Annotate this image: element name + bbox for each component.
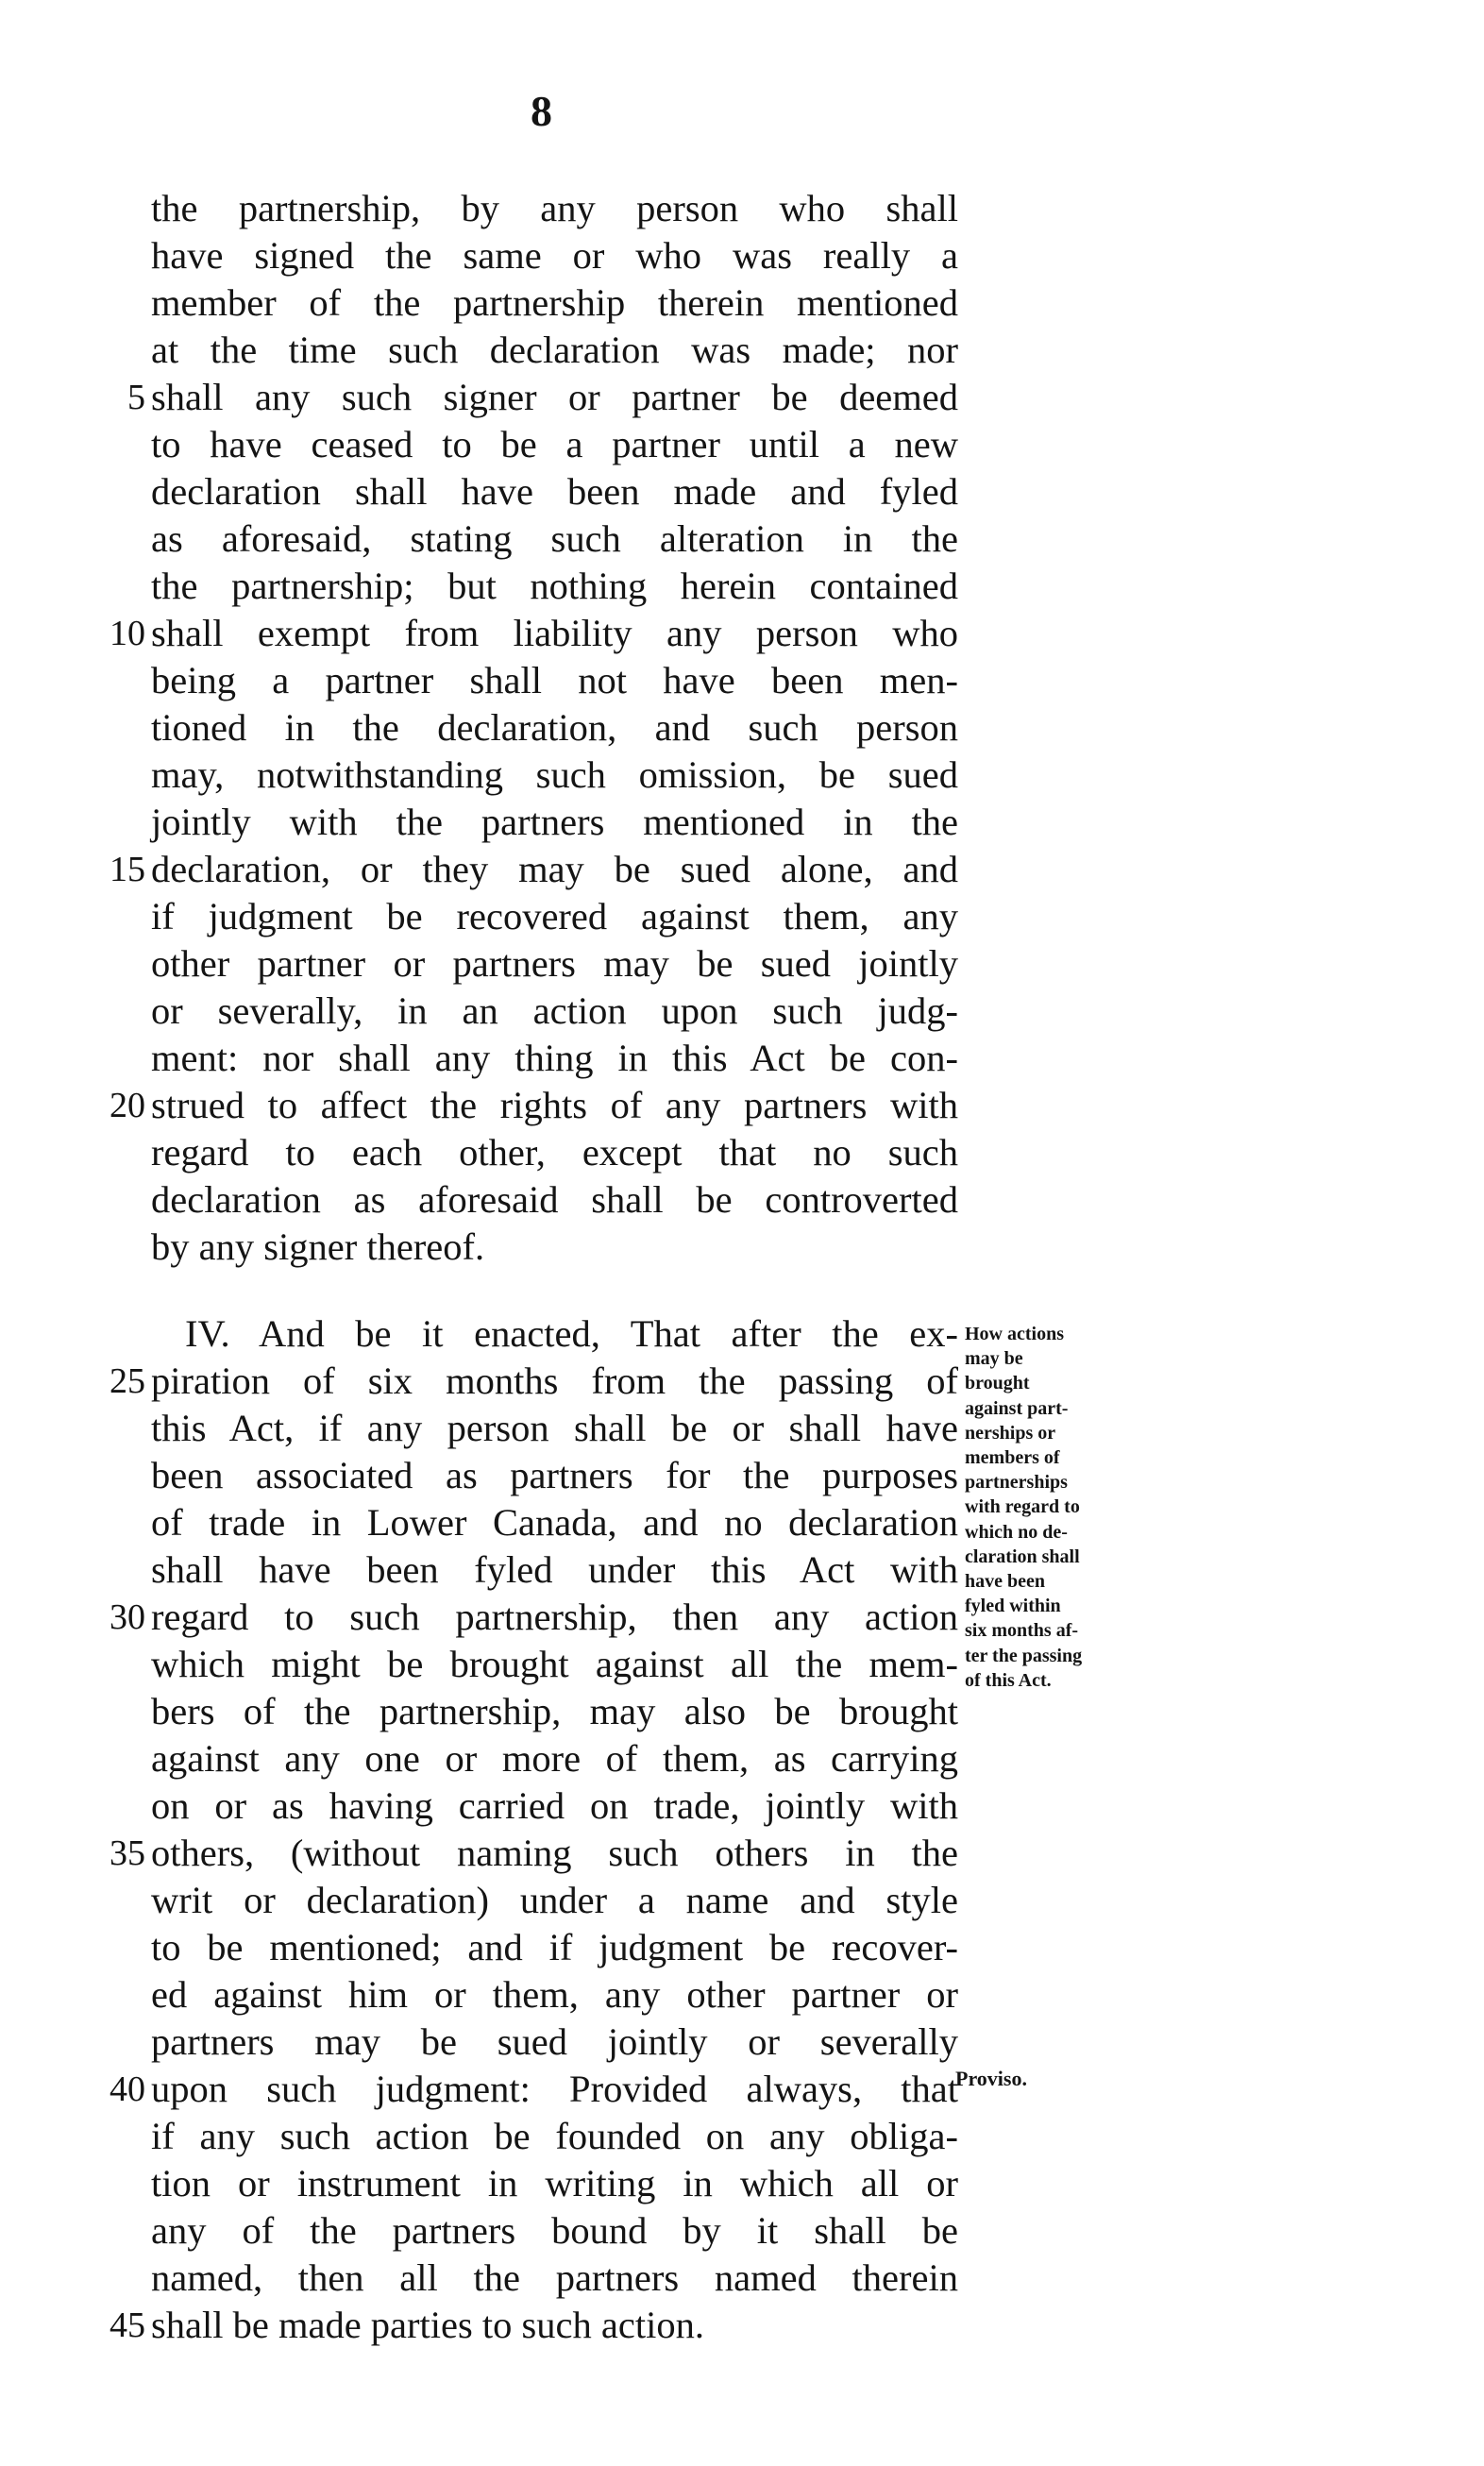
text-line: ed against him or them, any other partner or: [151, 1973, 958, 2016]
marginal-note-line: six months af-: [965, 1620, 1079, 1642]
text-line: shall any such signer or partner be deemed: [151, 376, 958, 418]
text-line: declaration shall have been made and fyled: [151, 470, 958, 513]
text-line: declaration as aforesaid shall be controverted: [151, 1178, 958, 1221]
marginal-note-line: with regard to: [965, 1496, 1080, 1518]
text-line: this Act, if any person shall be or shall have: [151, 1407, 958, 1449]
line-number: 20: [110, 1086, 145, 1125]
marginal-note-line: members of: [965, 1447, 1060, 1469]
line-number: 15: [110, 850, 145, 889]
text-line: at the time such declaration was made; nor: [151, 329, 958, 371]
line-number: 45: [110, 2306, 145, 2345]
text-line: other partner or partners may be sued jointly: [151, 942, 958, 985]
text-line: or severally, in an action upon such judg-: [151, 989, 958, 1032]
text-line: others, (without naming such others in the: [151, 1832, 958, 1874]
line-number: 10: [110, 614, 145, 653]
text-line: piration of six months from the passing of: [151, 1360, 958, 1402]
text-line: shall exempt from liability any person who: [151, 612, 958, 654]
text-line: the partnership, by any person who shall: [151, 187, 958, 229]
marginal-note: [965, 1322, 1163, 1693]
text-line: member of the partnership therein mentioned: [151, 281, 958, 324]
text-line: upon such judgment: Provided always, that: [151, 2068, 958, 2110]
text-line: on or as having carried on trade, jointly with: [151, 1784, 958, 1827]
text-line: may, notwithstanding such omission, be sued: [151, 753, 958, 796]
text-line: against any one or more of them, as carrying: [151, 1737, 958, 1780]
text-line: to have ceased to be a partner until a new: [151, 423, 958, 465]
text-line: regard to each other, except that no such: [151, 1131, 958, 1174]
text-line: partners may be sued jointly or severally: [151, 2020, 958, 2063]
proviso-note: Proviso.: [955, 2067, 1027, 2090]
text-line: to be mentioned; and if judgment be recover-: [151, 1926, 958, 1968]
page-number: 8: [531, 87, 552, 135]
text-line: shall have been fyled under this Act with: [151, 1548, 958, 1591]
marginal-note-line: have been: [965, 1571, 1045, 1593]
line-number: 25: [110, 1361, 145, 1401]
text-line: bers of the partnership, may also be brought: [151, 1690, 958, 1732]
marginal-note-line: fyled within: [965, 1596, 1061, 1617]
line-number: 35: [110, 1833, 145, 1873]
line-number: 40: [110, 2069, 145, 2109]
text-line: tioned in the declaration, and such person: [151, 706, 958, 749]
marginal-note-line: against part-: [965, 1397, 1069, 1419]
text-line: by any signer thereof.: [151, 1225, 485, 1268]
text-line: regard to such partnership, then any action: [151, 1596, 958, 1638]
text-line: tion or instrument in writing in which all or: [151, 2162, 958, 2204]
text-line: been associated as partners for the purposes: [151, 1454, 958, 1496]
text-line: jointly with the partners mentioned in the: [151, 801, 958, 843]
line-number: 5: [127, 378, 145, 417]
text-line: if judgment be recovered against them, any: [151, 895, 958, 937]
marginal-note-line: may be: [965, 1348, 1023, 1370]
text-line: writ or declaration) under a name and style: [151, 1879, 958, 1921]
text-line: the partnership; but nothing herein contained: [151, 565, 958, 607]
marginal-note-line: of this Act.: [965, 1669, 1052, 1691]
text-line: as aforesaid, stating such alteration in the: [151, 517, 958, 560]
section-heading-line: IV. And be it enacted, That after the ex-: [185, 1312, 958, 1355]
marginal-note-line: brought: [965, 1373, 1030, 1394]
text-line: declaration, or they may be sued alone, and: [151, 848, 958, 890]
marginal-note-line: How actions: [965, 1324, 1064, 1344]
marginal-note-line: ter the passing: [965, 1645, 1083, 1666]
text-line: have signed the same or who was really a: [151, 234, 958, 277]
text-line: if any such action be founded on any obliga-: [151, 2115, 958, 2157]
text-line: named, then all the partners named therein: [151, 2256, 958, 2299]
text-line: ment: nor shall any thing in this Act be con-: [151, 1037, 958, 1079]
marginal-note-line: partnerships: [965, 1472, 1068, 1494]
marginal-note-line: claration shall: [965, 1545, 1080, 1567]
text-line: being a partner shall not have been men-: [151, 659, 958, 701]
marginal-note-line: which no de-: [965, 1521, 1068, 1543]
marginal-note-line: nerships or: [965, 1422, 1056, 1444]
text-line: strued to affect the rights of any partners with: [151, 1084, 958, 1126]
text-line: of trade in Lower Canada, and no declaration: [151, 1501, 958, 1544]
text-line: shall be made parties to such action.: [151, 2304, 704, 2346]
line-number: 30: [110, 1597, 145, 1637]
text-line: any of the partners bound by it shall be: [151, 2209, 958, 2252]
text-line: which might be brought against all the mem-: [151, 1643, 958, 1685]
